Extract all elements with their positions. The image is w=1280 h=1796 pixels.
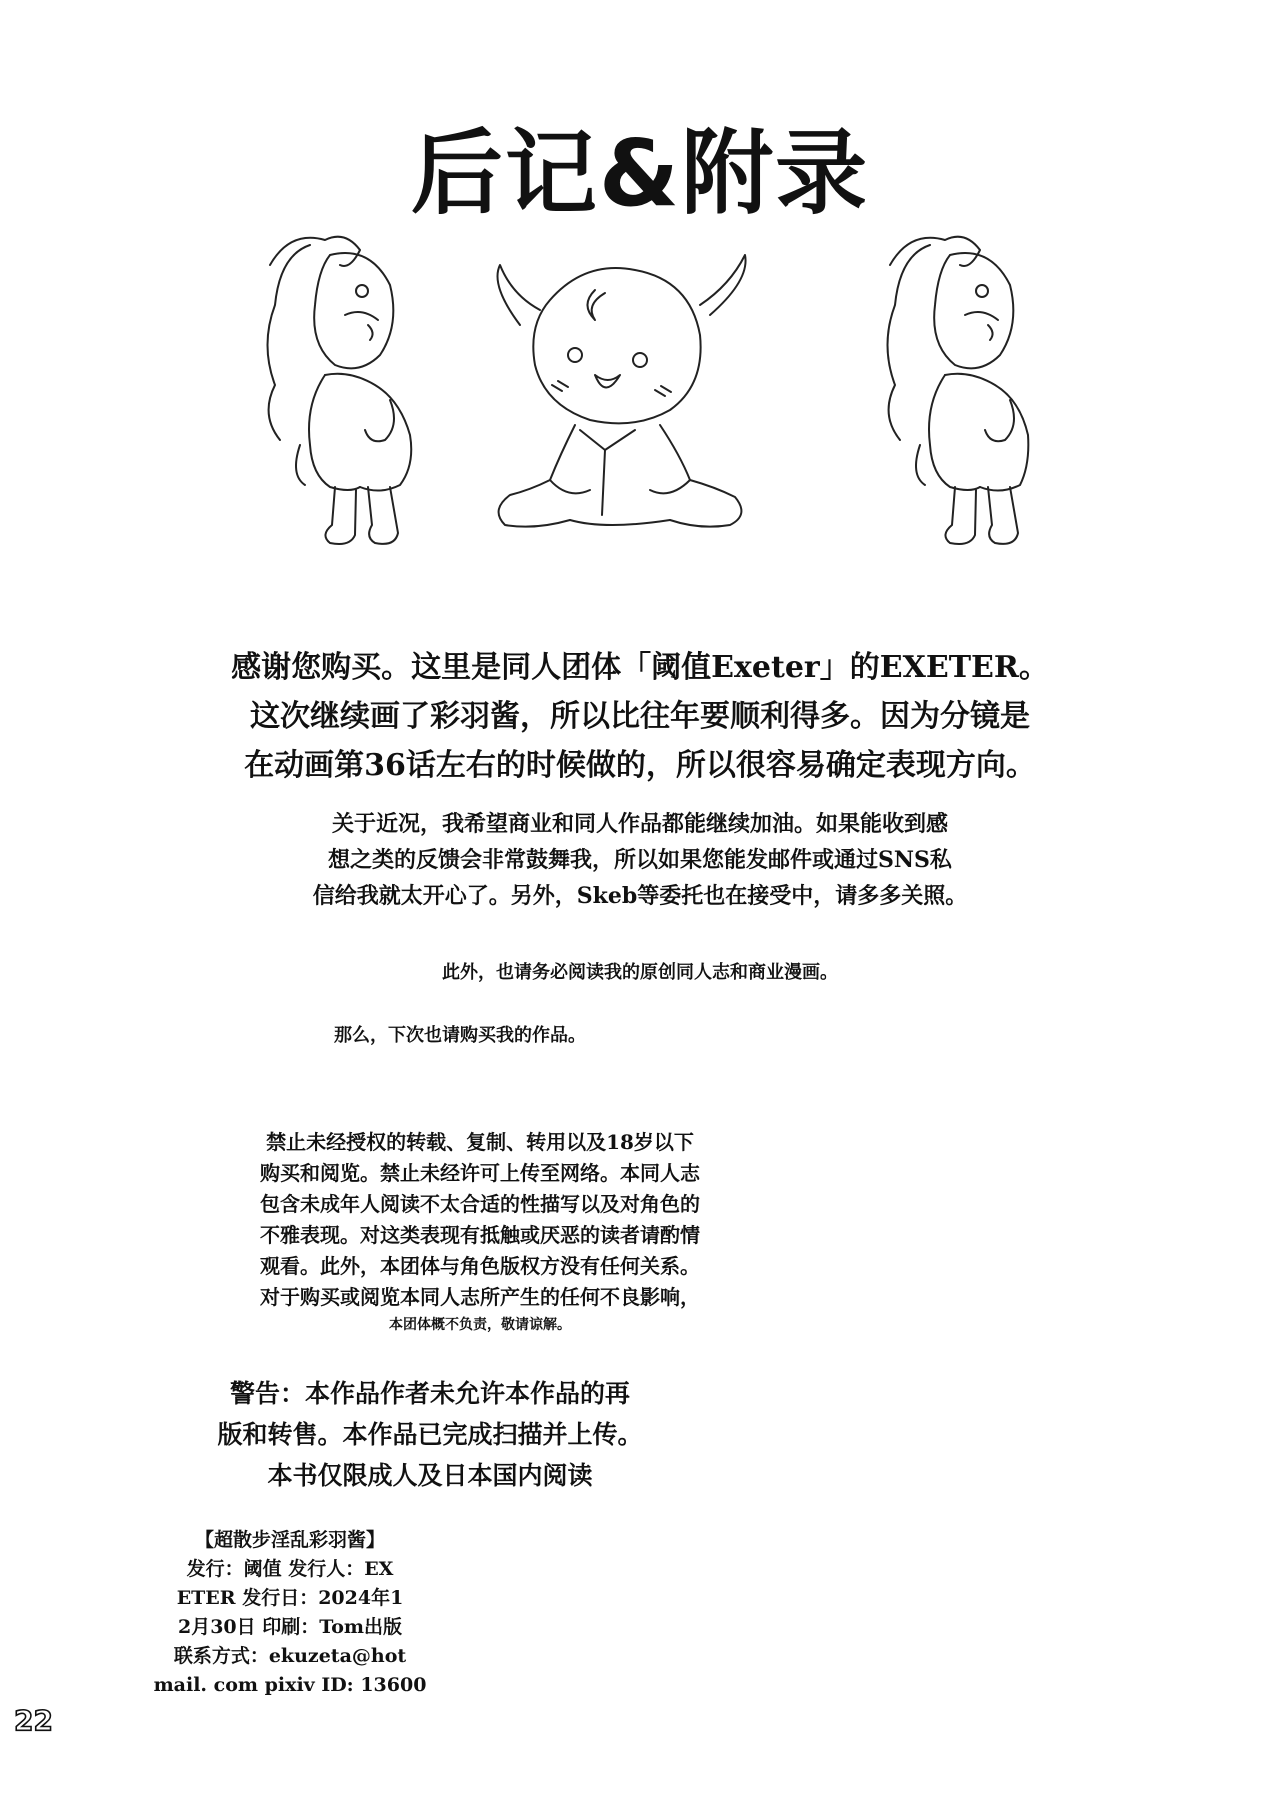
left-girl-sketch <box>268 237 412 544</box>
thanks-line: 在动画第36话左右的时候做的，所以很容易确定表现方向。 <box>244 748 1036 783</box>
warning-paragraph <box>170 1373 690 1496</box>
recent-news-paragraph <box>190 806 1090 914</box>
colophon-line: 【超散步淫乱彩羽酱】 <box>194 1529 385 1551</box>
thanks-paragraph <box>140 643 1140 790</box>
character-sketch-illustration <box>250 225 1030 605</box>
closing-line: 那么，下次也请购买我的作品。 <box>334 1025 586 1046</box>
colophon-line: 联系方式：ekuzeta@hot <box>173 1645 407 1667</box>
right-girl-sketch <box>888 237 1029 544</box>
colophon <box>120 1526 460 1700</box>
disclaimer-line: 包含未成年人阅读不太合适的性描写以及对角色的 <box>260 1192 700 1216</box>
colophon-line: ETER 发行日：2024年1 <box>176 1587 404 1609</box>
disclaimer-line: 禁止未经授权的转载、复制、转用以及18岁以下 <box>266 1130 694 1154</box>
disclaimer-line: 对于购买或阅览本同人志所产生的任何不良影响， <box>260 1285 700 1309</box>
warning-line: 版和转售。本作品已完成扫描并上传。 <box>217 1420 643 1449</box>
warning-line: 警告：本作品作者未允许本作品的再 <box>229 1379 630 1408</box>
colophon-line: 2月30日 印刷：Tom出版 <box>177 1616 402 1638</box>
recent-line: 关于近况，我希望商业和同人作品都能继续加油。如果能收到感 <box>331 811 948 837</box>
colophon-line: mail. com pixiv ID: 13600 <box>153 1674 427 1696</box>
thanks-line: 感谢您购买。这里是同人团体「阈值Exeter」的EXETER。 <box>231 650 1049 685</box>
recent-line: 想之类的反馈会非常鼓舞我，所以如果您能发邮件或通过SNS私 <box>328 847 952 873</box>
disclaimer-line-last: 本团体概不负责，敬请谅解。 <box>389 1317 571 1333</box>
colophon-line: 发行：阈值 发行人：EX <box>186 1558 394 1580</box>
warning-line: 本书仅限成人及日本国内阅读 <box>267 1461 593 1490</box>
page-number: 22 <box>14 1704 53 1737</box>
disclaimer-paragraph <box>220 1127 740 1337</box>
disclaimer-line: 不雅表现。对这类表现有抵触或厌恶的读者请酌情 <box>260 1223 700 1247</box>
also-read-line: 此外，也请务必阅读我的原创同人志和商业漫画。 <box>442 962 838 983</box>
disclaimer-line: 观看。此外，本团体与角色版权方没有任何关系。 <box>260 1254 700 1278</box>
thanks-line: 这次继续画了彩羽酱，所以比往年要顺利得多。因为分镜是 <box>250 699 1030 734</box>
center-character-sketch <box>498 255 746 527</box>
disclaimer-line: 购买和阅览。禁止未经许可上传至网络。本同人志 <box>260 1161 700 1185</box>
recent-line: 信给我就太开心了。另外，Skeb等委托也在接受中，请多多关照。 <box>312 883 968 909</box>
page-title: 后记&附录 <box>410 120 870 227</box>
